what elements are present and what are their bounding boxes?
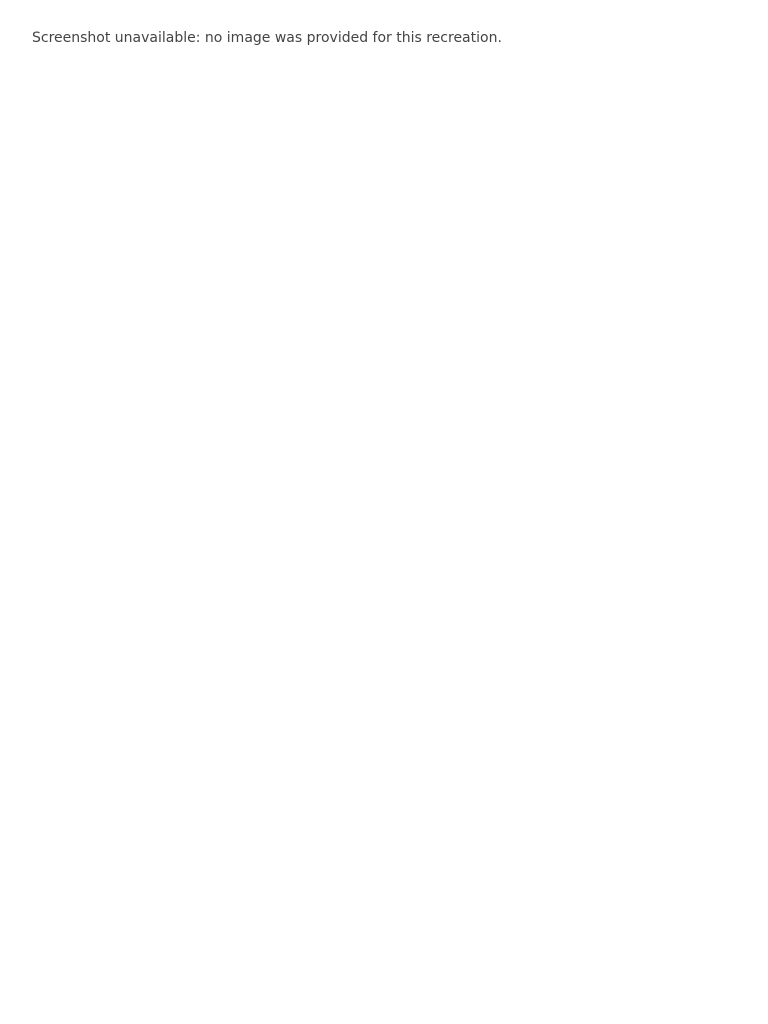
missing-image-notice: Screenshot unavailable: no image was provided for this recreation.	[32, 30, 502, 46]
